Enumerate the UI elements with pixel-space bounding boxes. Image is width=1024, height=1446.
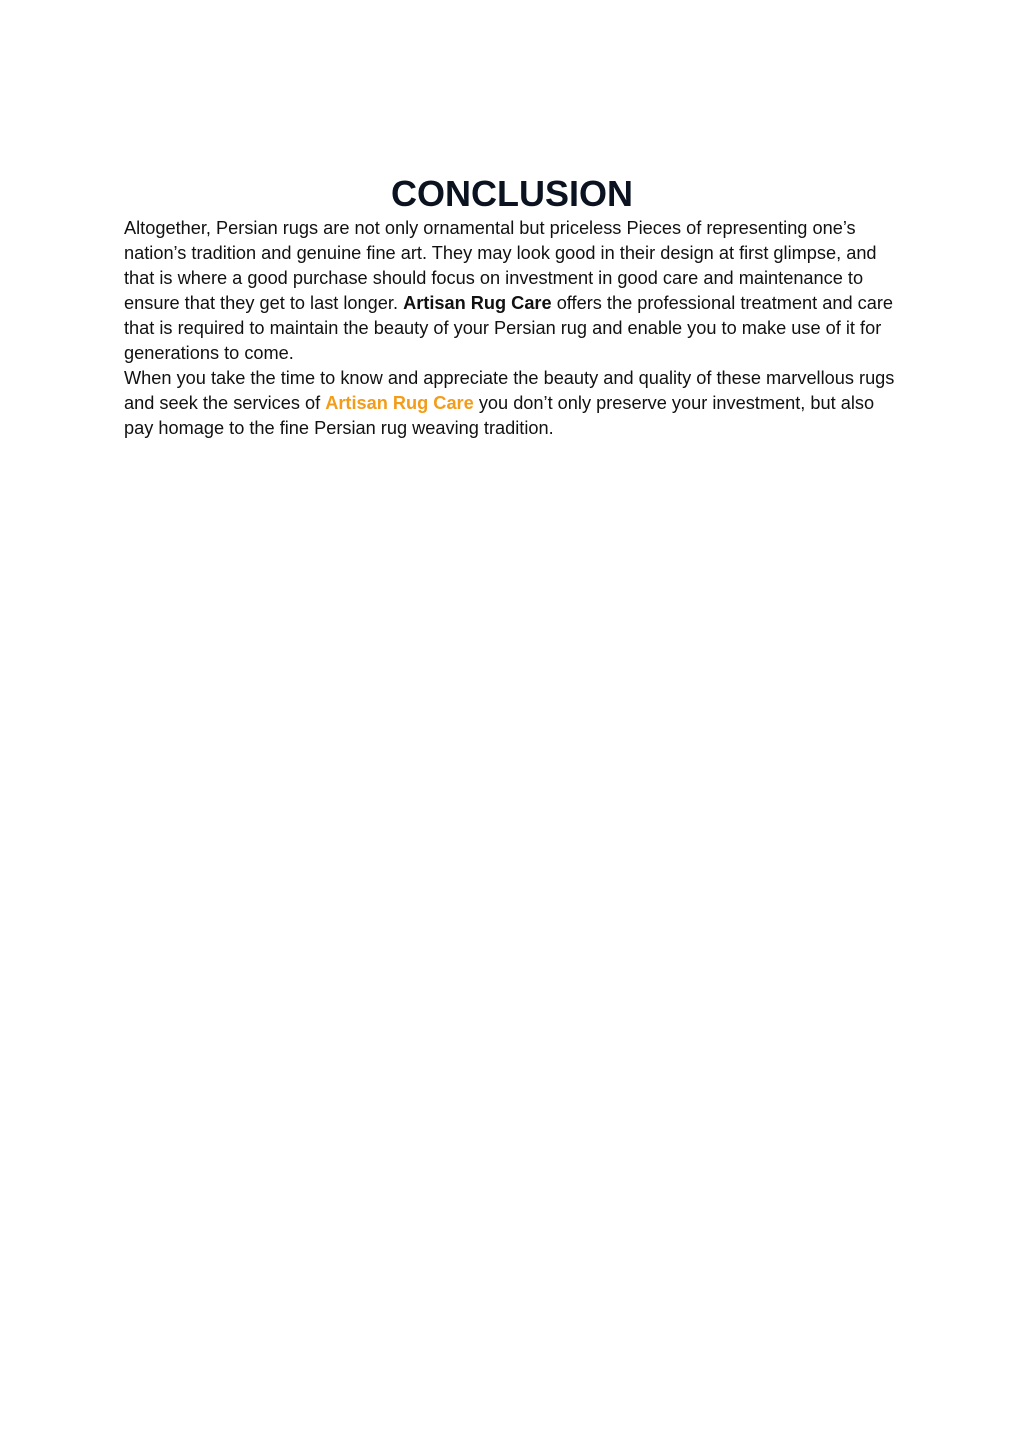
brand-link[interactable]: Artisan Rug Care [325,393,474,413]
page-title: CONCLUSION [391,173,633,214]
paragraph-2-text-before: When you take the time to know and appreciate the beauty and quality of these marvellous rugs and seek the services of [124,368,895,413]
brand-name-bold: Artisan Rug Care [403,293,552,313]
paragraph-2-text-after: you don’t only preserve your investment, but also pay homage to the fine Persian rug weaving tradition. [124,393,875,438]
conclusion-paragraph-1 [124,216,900,366]
paragraph-1-text-after: offers the professional treatment and care that is required to maintain the beauty of your Persian rug and enable you to make use of it for generations to come. [124,293,894,363]
paragraph-1-text-before: Altogether, Persian rugs are not only ornamental but priceless Pieces of representing one’s nation’s tradition and genuine fine art. They may look good in their design at first glimpse, and that is where a good purchase should focus on investment in good care and maintenance to ensure that they get to last longer. [124,218,877,313]
conclusion-paragraph-2 [124,366,900,441]
document-content [124,172,900,441]
